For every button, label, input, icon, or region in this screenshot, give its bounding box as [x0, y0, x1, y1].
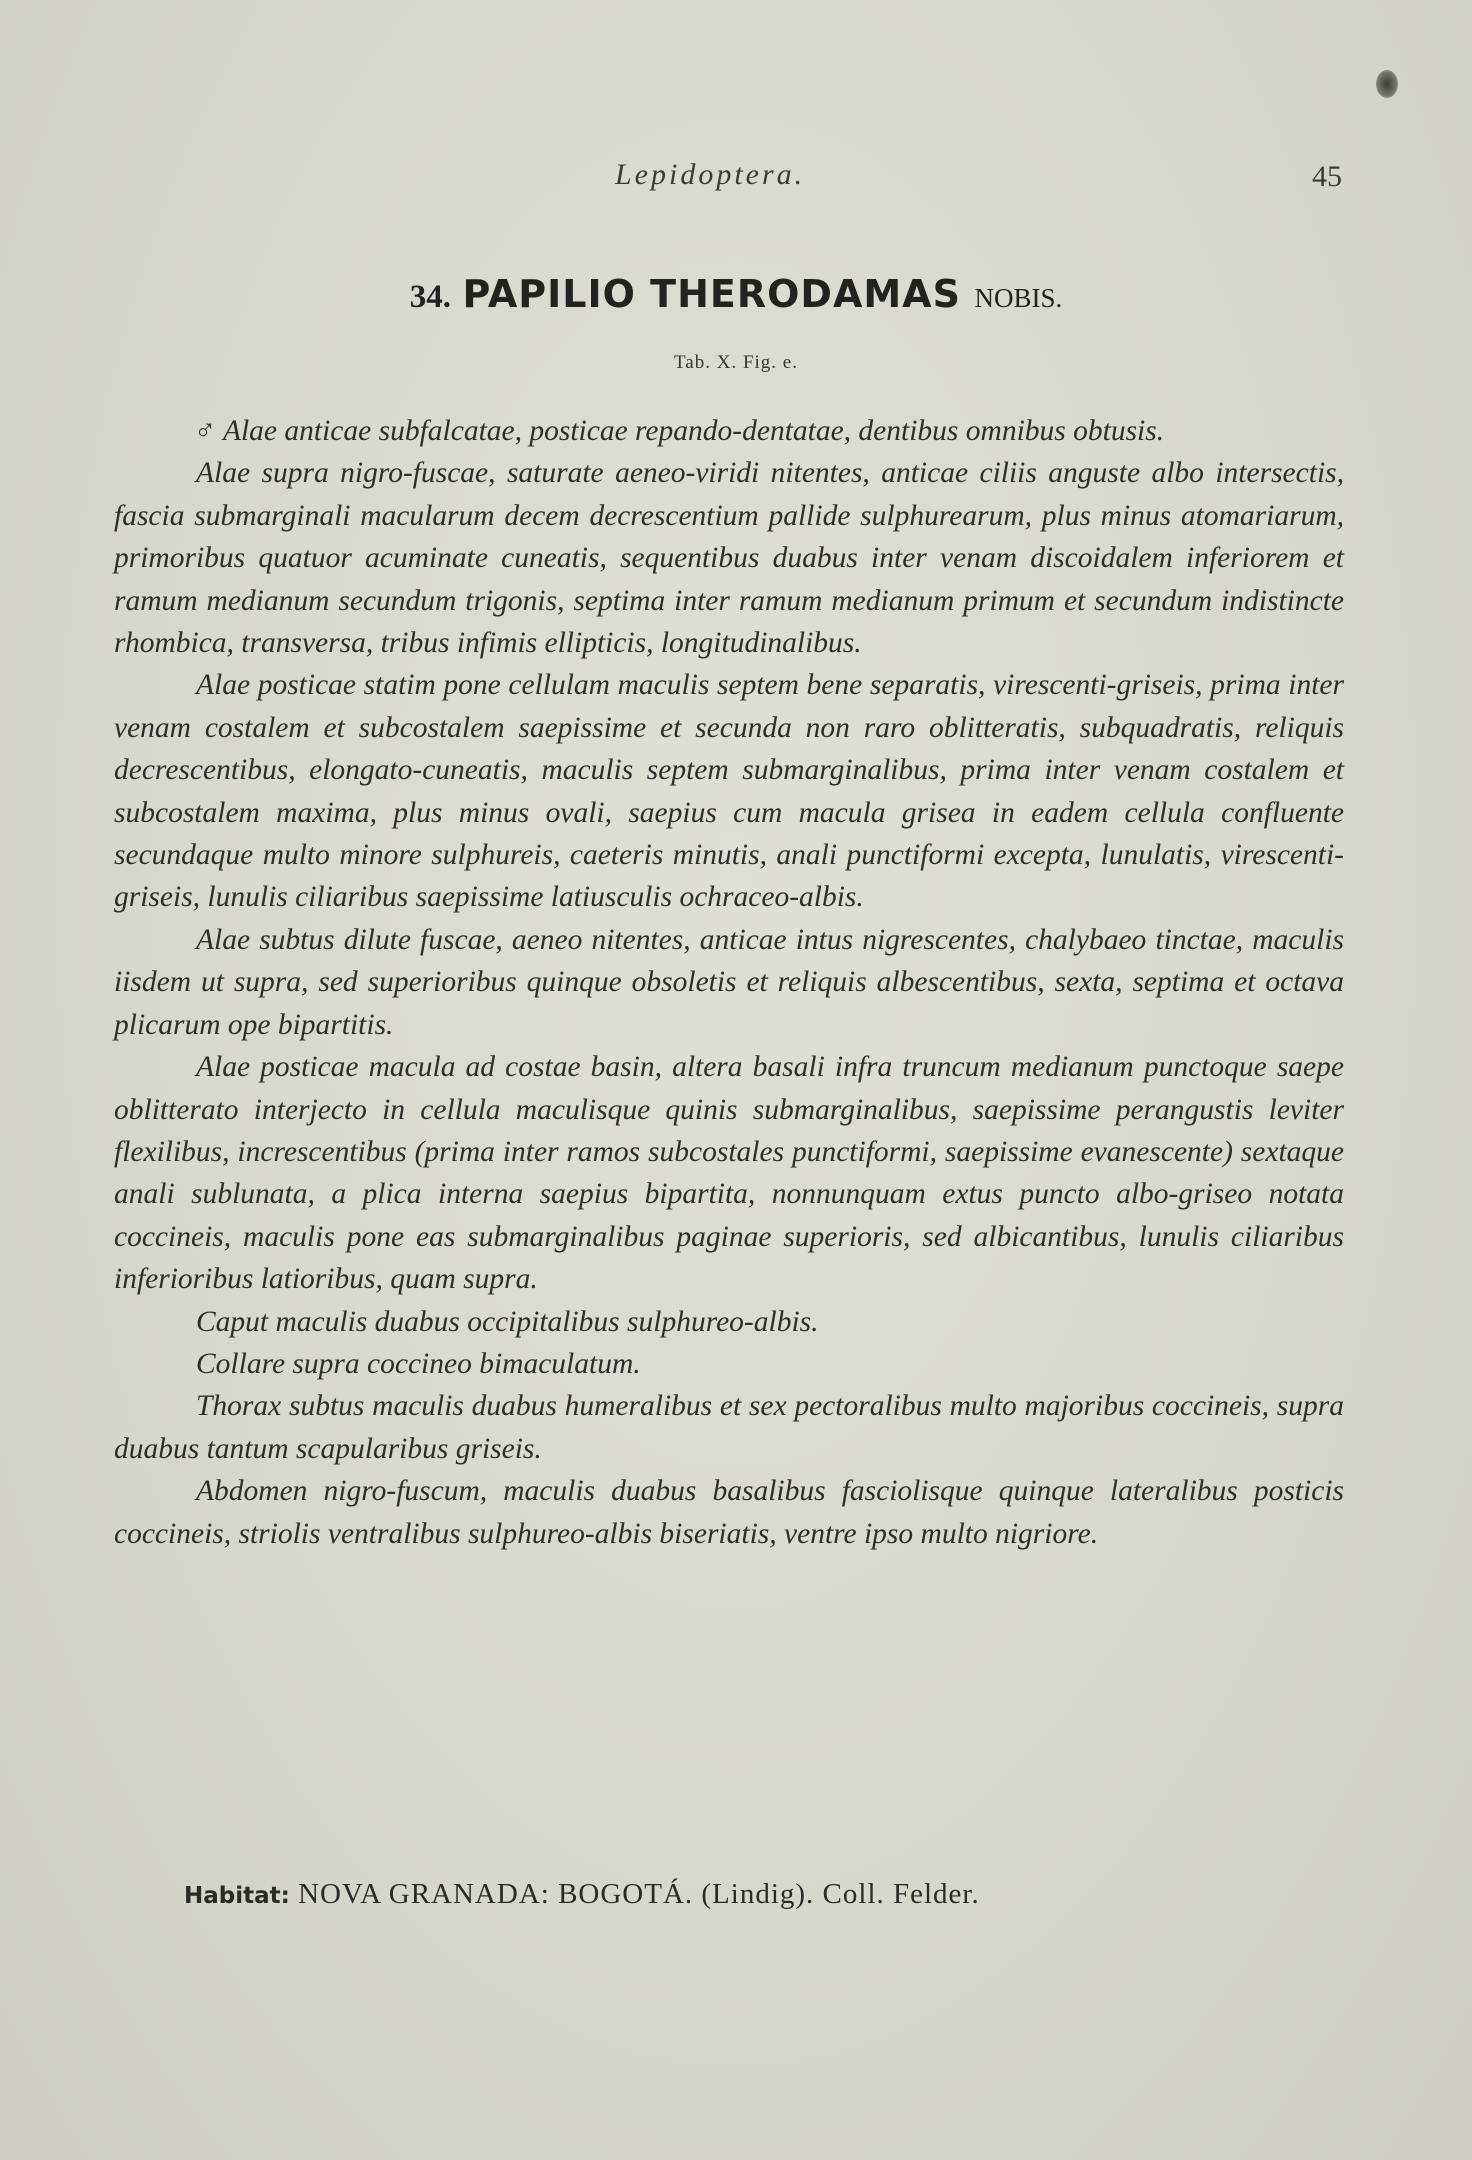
- habitat-label: Habitat:: [184, 1883, 290, 1909]
- description-paragraph: Alae posticae statim pone cellulam maculis septem bene separatis, virescenti-griseis, prima inter venam costalem et subcostalem saepissime et secunda non raro oblitteratis, subquadratis, reliquis decrescentibus, elongato-cuneatis, maculis septem submarginalibus, prima inter venam costalem et subcostalem maxima, plus minus ovali, saepius cum macula grisea in eadem cellula confluente secundaque multo minore sulphureis, caeteris minutis, anali punctiformi excepta, lunulatis, virescenti-griseis, lunulis ciliaribus saepissime latiusculis ochraceo-albis.: [114, 669, 1344, 914]
- page-number: 45: [1312, 160, 1342, 193]
- description-paragraph: ♂ Alae anticae subfalcatae, posticae repando-dentatae, dentibus omnibus obtusis.: [194, 415, 1165, 447]
- species-authority: NOBIS.: [974, 283, 1063, 313]
- species-number: 34.: [409, 279, 451, 315]
- description-paragraph: Caput maculis duabus occipitalibus sulphureo-albis.: [196, 1305, 819, 1338]
- habitat-line: [184, 1878, 980, 1911]
- description-paragraph: Abdomen nigro-fuscum, maculis duabus basalibus fasciolisque quinque lateralibus posticis coccineis, striolis ventralibus sulphureo-albis biseriatis, ventre ipso multo nigriore.: [114, 1475, 1344, 1550]
- description-paragraph: Alae subtus dilute fuscae, aeneo nitentes, anticae intus nigrescentes, chalybaeo tinctae, maculis iisdem ut supra, sed superioribus quinque obsoletis et reliquis albescentibus, sexta, septima et octava plicarum ope bipartitis.: [114, 923, 1344, 1041]
- species-heading: [0, 272, 1472, 316]
- species-name: PAPILIO THERODAMAS: [462, 272, 961, 316]
- description-body: [114, 410, 1344, 1555]
- description-paragraph: Alae supra nigro-fuscae, saturate aeneo-viridi nitentes, anticae ciliis anguste albo intersectis, fascia submarginali macularum decem decrescentium pallide sulphurearum, plus minus atomariarum, primoribus quatuor acuminate cuneatis, sequentibus duabus inter venam discoidalem inferiorem et ramum medianum secundum trigonis, septima inter ramum medianum primum et secundum indistincte rhombica, transversa, tribus infimis ellipticis, longitudinalibus.: [114, 457, 1344, 660]
- description-paragraph: Collare supra coccineo bimaculatum.: [196, 1347, 641, 1380]
- running-title: Lepidoptera.: [615, 158, 806, 191]
- description-paragraph: Alae posticae macula ad costae basin, altera basali infra truncum medianum punctoque saepe oblitterato interjecto in cellula maculisque quinis submarginalibus, saepissime perangustis leviter flexilibus, increscentibus (prima inter ramos subcostales punctiformi, saepissime evanescente) sextaque anali sublunata, a plica interna saepius bipartita, nonnunquam extus puncto albo-griseo notata coccineis, maculis pone eas submarginalibus paginae superioris, sed albicantibus, lunulis ciliaribus inferioribus latioribus, quam supra.: [114, 1051, 1344, 1296]
- description-paragraph: Thorax subtus maculis duabus humeralibus et sex pectoralibus multo majoribus coccineis, supra duabus tantum scapularibus griseis.: [114, 1390, 1344, 1465]
- plate-reference: Tab. X. Fig. e.: [674, 352, 798, 373]
- ink-spot: [1376, 70, 1398, 98]
- habitat-text: NOVA GRANADA: BOGOTÁ. (Lindig). Coll. Felder.: [298, 1878, 980, 1910]
